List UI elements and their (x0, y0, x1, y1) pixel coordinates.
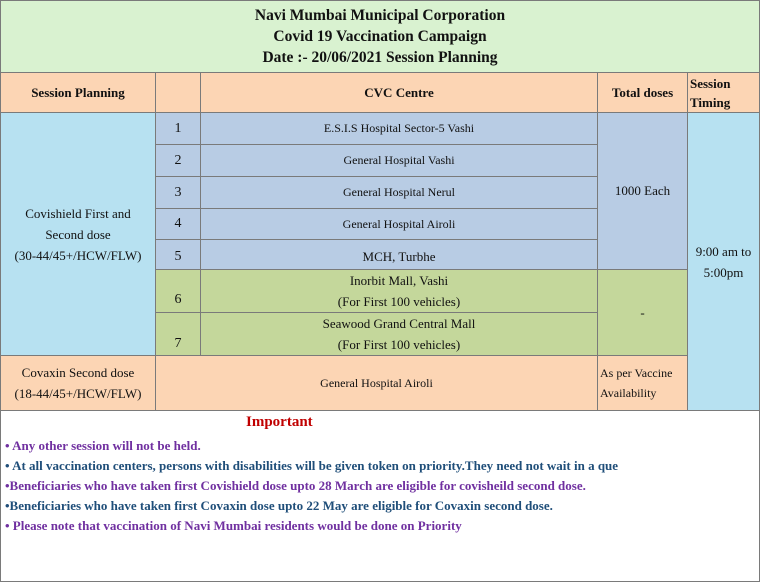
row-3-centre: General Hospital Nerul (200, 176, 598, 209)
row-7-centre-note: (For First 100 vehicles) (337, 337, 461, 352)
col-header-timing-line-2: Timing (690, 94, 731, 110)
row-5-number: 5 (155, 239, 201, 270)
note-4: •Beneficiaries who have taken first Covaxin dose upto 22 May are eligible for Covaxin second dose. (5, 498, 553, 513)
row-6-centre-name: Inorbit Mall, Vashi (349, 273, 449, 288)
covaxin-doses-line-1: As per Vaccine (600, 366, 673, 380)
col-header-timing-line-1: Session (690, 75, 731, 91)
col-header-serial (155, 72, 201, 113)
row-2-number: 2 (155, 144, 201, 177)
important-heading: Important (246, 414, 313, 430)
covishield-session-cell (0, 112, 156, 356)
col-header-total-doses: Total doses (597, 72, 688, 113)
covaxin-doses-line-2: Availability (600, 386, 657, 400)
title-block (0, 0, 760, 73)
row-7-centre (200, 312, 598, 356)
row-1-centre: E.S.I.S Hospital Sector-5 Vashi (200, 112, 598, 145)
row-4-centre: General Hospital Airoli (200, 208, 598, 240)
timing-line-2: 5:00pm (703, 264, 744, 280)
title-line-1: Navi Mumbai Municipal Corporation (254, 7, 506, 24)
session-timing-cell (687, 112, 760, 411)
row-4-number: 4 (155, 208, 201, 240)
row-2-centre: General Hospital Vashi (200, 144, 598, 177)
note-1: • Any other session will not be held. (5, 438, 201, 453)
covishield-line-3: (30-44/45+/HCW/FLW) (14, 247, 142, 263)
col-header-session-planning: Session Planning (0, 72, 156, 113)
covaxin-line-2: (18-44/45+/HCW/FLW) (14, 386, 142, 401)
row-7-number: 7 (155, 312, 201, 356)
col-header-session-timing (687, 72, 760, 113)
row-6-centre-note: (For First 100 vehicles) (337, 294, 461, 309)
row-7-centre-name: Seawood Grand Central Mall (322, 316, 476, 331)
covaxin-doses (597, 355, 688, 411)
note-3: •Beneficiaries who have taken first Covishield dose upto 28 March are eligible for covisheild second dose. (5, 478, 586, 493)
row-6-number: 6 (155, 269, 201, 313)
note-2: • At all vaccination centers, persons with disabilities will be given token on priority.They need not wait in a que (5, 458, 619, 473)
covaxin-centre: General Hospital Airoli (155, 355, 598, 411)
covishield-line-1: Covishield First and (25, 205, 131, 221)
row-5-centre: MCH, Turbhe (200, 239, 598, 270)
row-6-centre (200, 269, 598, 313)
doses-hospitals: 1000 Each (597, 112, 688, 270)
title-line-3: Date :- 20/06/2021 Session Planning (262, 49, 498, 66)
note-5: • Please note that vaccination of Navi Mumbai residents would be done on Priority (5, 518, 462, 533)
title-line-2: Covid 19 Vaccination Campaign (273, 28, 487, 45)
covaxin-session-cell (0, 355, 156, 411)
important-notes-panel (0, 410, 760, 582)
covaxin-line-1: Covaxin Second dose (21, 365, 135, 380)
timing-line-1: 9:00 am to (695, 243, 752, 259)
doses-malls: - (597, 269, 688, 356)
covishield-line-2: Second dose (45, 226, 111, 242)
row-3-number: 3 (155, 176, 201, 209)
row-1-number: 1 (155, 112, 201, 145)
col-header-cvc-centre: CVC Centre (200, 72, 598, 113)
